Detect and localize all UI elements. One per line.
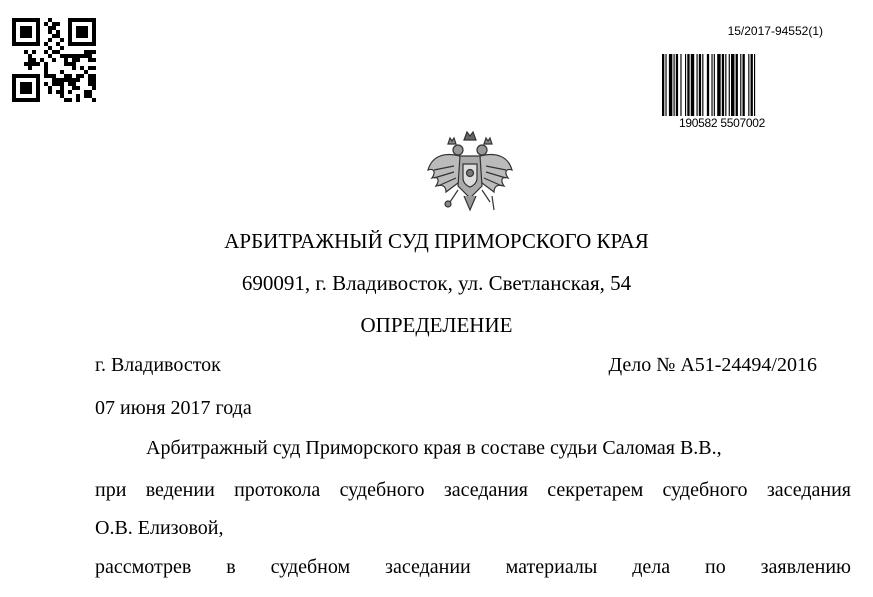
body-line: рассмотрев в судебном заседании материалы дела по заявлению	[95, 556, 851, 578]
court-name: АРБИТРАЖНЫЙ СУД ПРИМОРСКОГО КРАЯ	[224, 229, 649, 253]
city: г. Владивосток	[95, 354, 221, 376]
coat-of-arms-icon	[424, 126, 516, 218]
barcode-number: 190582 5507002	[679, 116, 765, 130]
body-line: при ведении протокола судебного заседания секретарем судебного заседания	[95, 479, 851, 501]
barcode-icon	[660, 54, 784, 116]
document-type: ОПРЕДЕЛЕНИЕ	[360, 313, 513, 337]
court-address: 690091, г. Владивосток, ул. Светланская, 54	[241, 271, 632, 295]
qr-code-icon	[12, 18, 96, 102]
barcode	[660, 54, 784, 130]
document-number: 15/2017-94552(1)	[727, 24, 823, 38]
body-line: О.В. Елизовой,	[95, 517, 224, 539]
document-date: 07 июня 2017 года	[95, 397, 252, 419]
case-number: Дело № А51-24494/2016	[608, 354, 817, 376]
body-line: Арбитражный суд Приморского края в составе судьи Саломая В.В.,	[146, 437, 722, 459]
